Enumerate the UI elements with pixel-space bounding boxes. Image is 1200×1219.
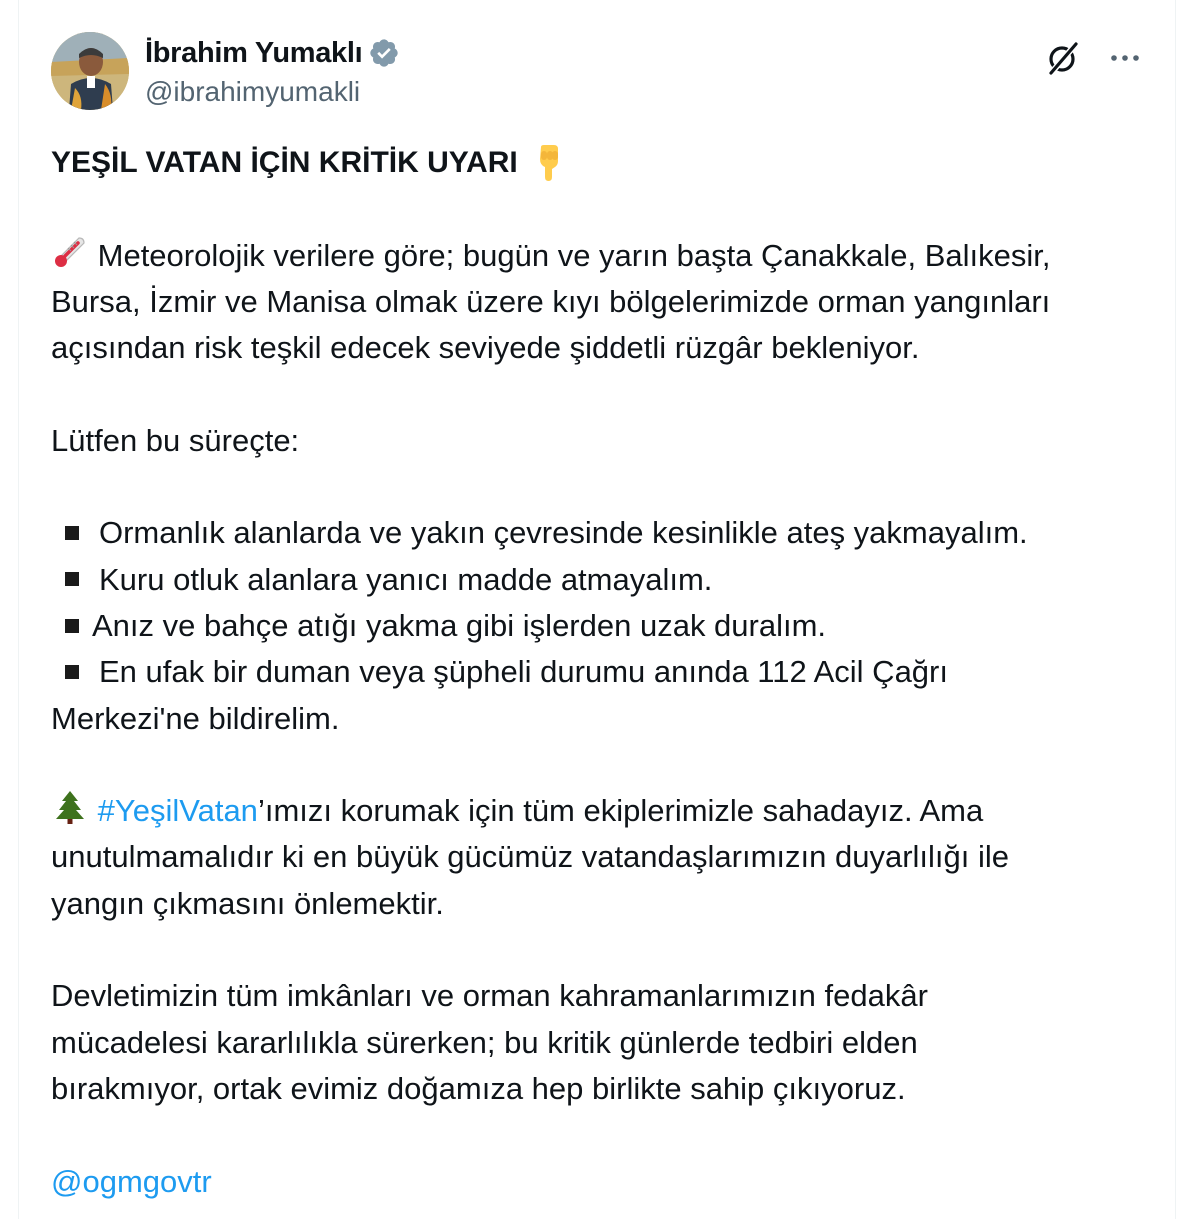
paragraph-line: açısından risk teşkil edecek seviyede şiddetli rüzgâr bekleniyor. [51,330,920,366]
paragraph-line: Meteorolojik verilere göre; bugün ve yarın başta Çanakkale, Balıkesir, [97,237,1051,273]
author-handle[interactable]: @ibrahimyumakli [145,76,361,107]
hashtag-link[interactable]: #YeşilVatan [97,793,258,829]
paragraph-line: ’ımızı korumak için tüm ekiplerimizle sahadayız. Ama [257,793,984,829]
bullet-item: Anız ve bahçe atığı yakma gibi işlerden uzak duralım. [92,607,827,643]
bullet-square-icon [65,572,79,586]
spacer [51,742,1151,788]
bullet-square-icon [65,619,79,633]
bullet-item: En ufak bir duman veya şüpheli durumu anında 112 Acil Çağrı [99,654,948,690]
paragraph-line: Devletimizin tüm imkânları ve orman kahramanlarımızın fedakâr [51,978,928,1014]
tweet-title-line [51,140,1151,186]
verified-badge-icon[interactable] [368,37,400,69]
bullet-square-icon [65,665,79,679]
paragraph-state [51,973,1151,1112]
paragraph-weather [51,233,1151,372]
spacer [51,927,1151,973]
bullet-square-icon [65,526,79,540]
tweet-card [18,0,1176,1219]
author-names [145,36,400,108]
more-options-icon[interactable] [1105,38,1145,78]
thermometer-emoji [51,234,89,270]
mention-line [51,1159,1151,1205]
header-actions [1043,38,1145,78]
bullet-item: Kuru otluk alanlara yanıcı madde atmayalım. [99,561,713,597]
tweet-title: YEŞİL VATAN İÇİN KRİTİK UYARI [51,146,518,179]
backhand-index-pointing-down-emoji [528,143,568,183]
intro-line: Lütfen bu süreçte: [51,422,300,458]
tweet-text [51,140,1151,1205]
paragraph-line: yangın çıkmasını önlemektir. [51,885,444,921]
spacer [51,1112,1151,1158]
bullet-list [51,510,1151,741]
avatar-image [51,32,129,110]
spacer [51,464,1151,510]
paragraph-teams [51,788,1151,927]
grok-icon[interactable] [1043,38,1083,78]
paragraph-line: mücadelesi kararlılıkla sürerken; bu kritik günlerde tedbiri elden [51,1024,918,1060]
mention-link[interactable]: @ogmgovtr [51,1163,212,1199]
spacer [51,371,1151,417]
avatar[interactable] [51,32,129,110]
display-name[interactable]: İbrahim Yumaklı [145,36,363,69]
evergreen-tree-emoji [51,789,89,825]
paragraph-line: Bursa, İzmir ve Manisa olmak üzere kıyı bölgelerimizde orman yangınları [51,283,1051,319]
paragraph-line: bırakmıyor, ortak evimiz doğamıza hep birlikte sahip çıkıyoruz. [51,1070,906,1106]
bullet-item-continuation: Merkezi'ne bildirelim. [51,700,340,736]
paragraph-line: unutulmamalıdır ki en büyük gücümüz vatandaşlarımızın duyarlılığı ile [51,839,1010,875]
display-name-row [145,36,400,70]
spacer [51,186,1151,232]
bullet-item: Ormanlık alanlarda ve yakın çevresinde kesinlikle ateş yakmayalım. [99,515,1028,551]
tweet-header [51,32,1145,112]
